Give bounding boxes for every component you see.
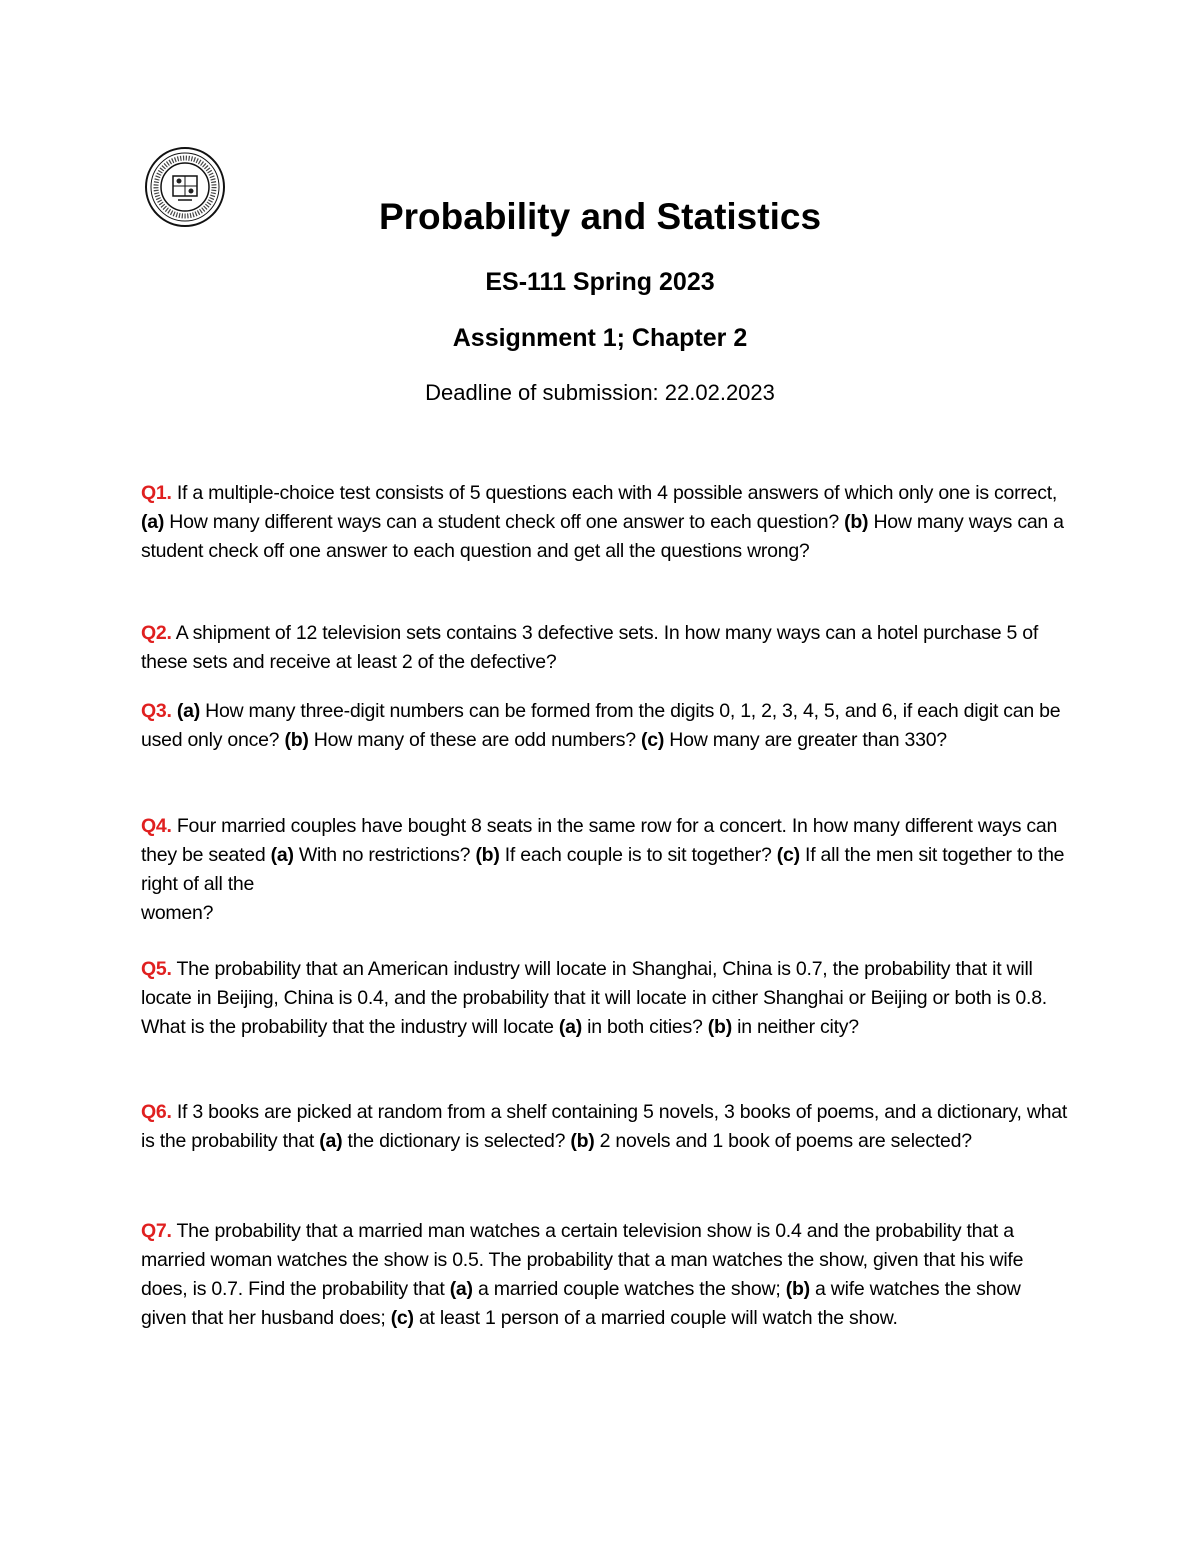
question-part-marker: (b) (785, 1278, 810, 1300)
question-part-marker: (a) (141, 511, 165, 533)
question-label: Q2. (141, 622, 172, 644)
question-text: women? (141, 902, 214, 924)
submission-deadline: Deadline of submission: 22.02.2023 (425, 380, 775, 405)
question-part-marker: (a) (558, 1016, 582, 1038)
question-text: A shipment of 12 television sets contains 3 defective sets. In how many ways can a hotel purchase 5 of these sets and receive at least 2 of the defective? (141, 622, 1039, 673)
question-part-marker: (a) (319, 1130, 343, 1152)
question-text: How many different ways can a student check off one answer to each question? (164, 511, 845, 533)
question-text: If all the men sit together to the right of all the (141, 844, 1065, 895)
question-text: With no restrictions? (293, 844, 476, 866)
question-text: How many are greater than 330? (664, 729, 947, 751)
question-part-marker: (b) (844, 511, 869, 533)
question-part-marker: (a) (176, 700, 200, 722)
question-label: Q7. (141, 1220, 172, 1242)
assignment-heading: Assignment 1; Chapter 2 (452, 324, 748, 352)
course-code: ES-111 Spring 2023 (485, 268, 715, 296)
question-6 (141, 1098, 1071, 1156)
question-2 (141, 619, 1071, 677)
question-label: Q5. (141, 958, 172, 980)
question-1 (141, 479, 1071, 566)
question-text: in both cities? (581, 1016, 708, 1038)
question-label: Q3. (141, 700, 172, 722)
question-part-marker: (b) (284, 729, 309, 751)
question-text: the dictionary is selected? (342, 1130, 571, 1152)
question-label: Q6. (141, 1101, 172, 1123)
question-part-marker: (c) (641, 729, 665, 751)
question-4 (141, 812, 1071, 928)
page-title: Probability and Statistics (378, 196, 822, 237)
question-part-marker: (b) (707, 1016, 732, 1038)
question-text: a wife watches the show given that her husband does; (141, 1278, 1021, 1329)
question-label: Q1. (141, 482, 172, 504)
question-text: How many ways can a student check off one answer to each question and get all the questions wrong? (141, 511, 1064, 562)
question-label: Q4. (141, 815, 172, 837)
question-text: 2 novels and 1 book of poems are selected? (594, 1130, 972, 1152)
question-part-marker: (c) (776, 844, 800, 866)
question-text: a married couple watches the show; (472, 1278, 786, 1300)
question-part-marker: (a) (449, 1278, 473, 1300)
question-text: The probability that an American industry will locate in Shanghai, China is 0.7, the probability that it will locate in Beijing, China is 0.4, and the probability that it will locate in cither Shanghai or Beijing or both is 0.8. What is the probability that the industry will locate (141, 958, 1047, 1038)
question-text: If a multiple-choice test consists of 5 questions each with 4 possible answers of which only one is correct, (171, 482, 1058, 504)
question-text: The probability that a married man watches a certain television show is 0.4 and the probability that a married woman watches the show is 0.5. The probability that a man watches the show, given that his wife does, is 0.7. Find the probability that (141, 1220, 1024, 1300)
question-part-marker: (b) (475, 844, 500, 866)
question-5 (141, 955, 1071, 1042)
question-3 (141, 697, 1071, 755)
question-part-marker: (c) (390, 1307, 414, 1329)
question-text: If 3 books are picked at random from a shelf containing 5 novels, 3 books of poems, and a dictionary, what is the probability that (141, 1101, 1068, 1152)
question-part-marker: (a) (270, 844, 294, 866)
question-part-marker: (b) (570, 1130, 595, 1152)
question-text: in neither city? (731, 1016, 859, 1038)
question-text: How many three-digit numbers can be formed from the digits 0, 1, 2, 3, 4, 5, and 6, if each digit can be used only once? (141, 700, 1061, 751)
question-text: If each couple is to sit together? (499, 844, 777, 866)
question-text: Four married couples have bought 8 seats in the same row for a concert. In how many different ways can they be seated (141, 815, 1058, 866)
question-7 (141, 1217, 1071, 1333)
question-text: at least 1 person of a married couple will watch the show. (413, 1307, 898, 1329)
question-text: How many of these are odd numbers? (308, 729, 642, 751)
